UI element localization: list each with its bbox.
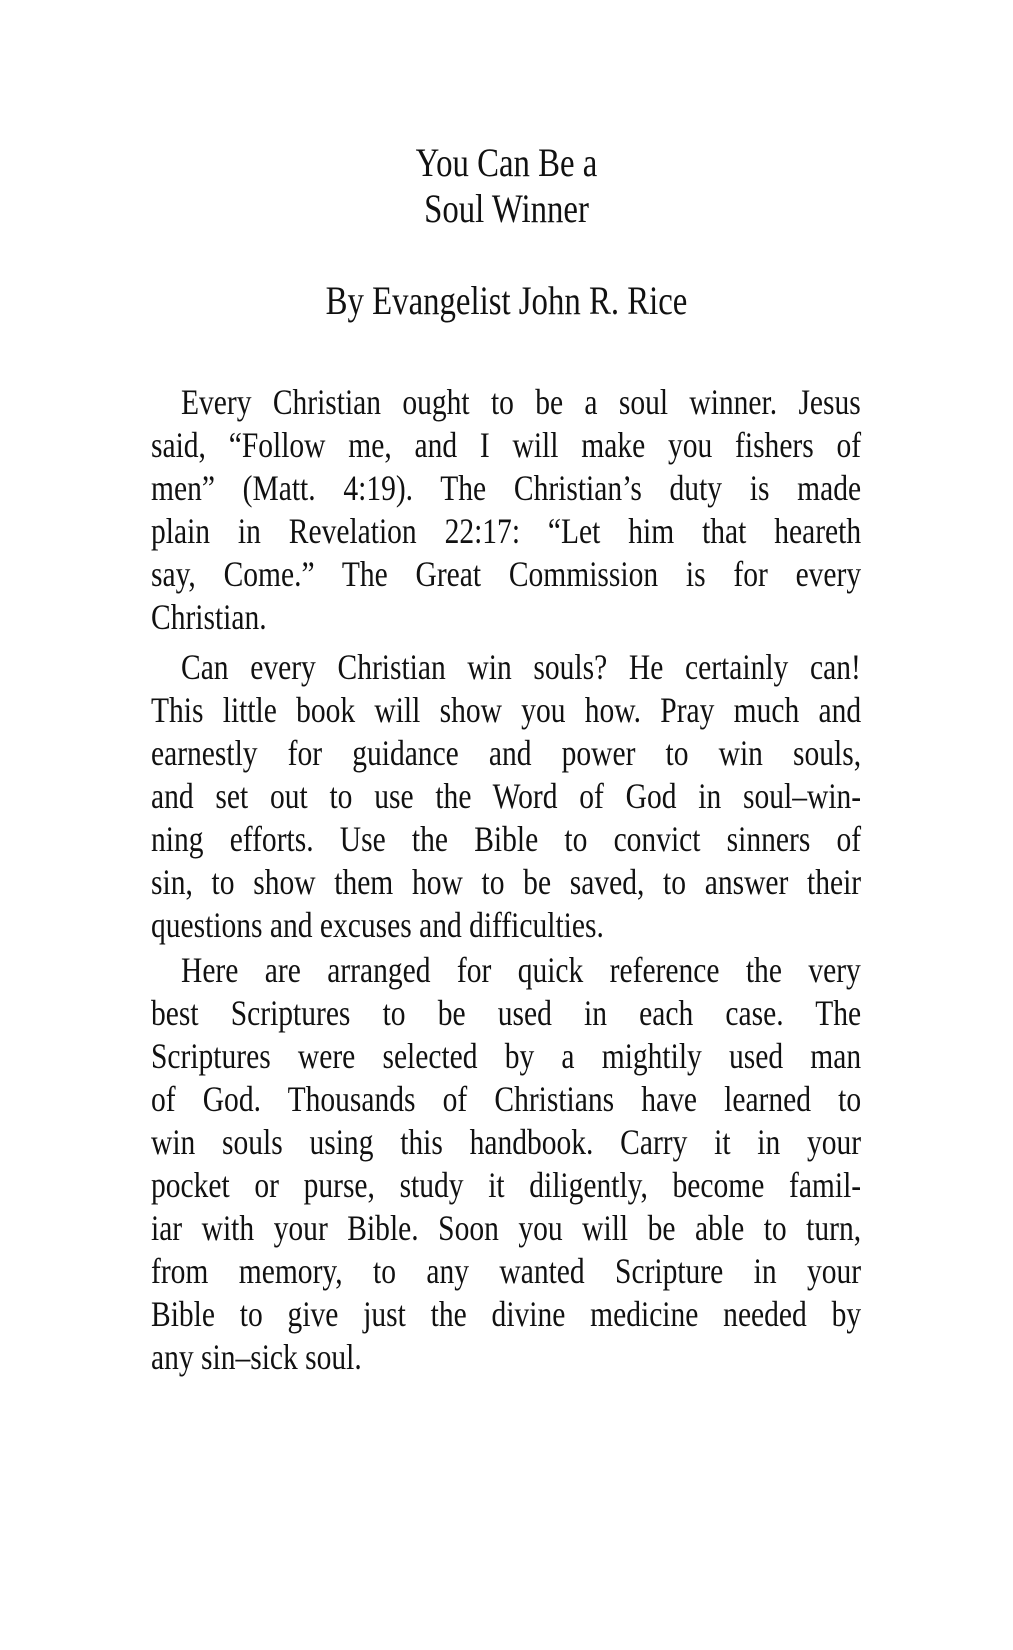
- text-line: iar with your Bible. Soon you will be able to turn,: [151, 1208, 862, 1248]
- text-line: best Scriptures to be used in each case. The: [151, 993, 862, 1033]
- text-line: win souls using this handbook. Carry it in your: [151, 1122, 862, 1162]
- text-line: questions and excuses and difficulties.: [151, 905, 604, 945]
- text-line: This little book will show you how. Pray much and: [151, 690, 862, 730]
- text-line: from memory, to any wanted Scripture in your: [151, 1251, 862, 1291]
- text-line: Christian.: [151, 597, 267, 637]
- text-line: say, Come.” The Great Commission is for every: [151, 554, 862, 594]
- text-line: plain in Revelation 22:17: “Let him that heareth: [151, 511, 862, 551]
- text-line: said, “Follow me, and I will make you fishers of: [151, 425, 862, 465]
- text-line: ning efforts. Use the Bible to convict sinners of: [151, 819, 862, 859]
- text-line: men” (Matt. 4:19). The Christian’s duty is made: [151, 468, 862, 508]
- paragraph-3: [151, 949, 861, 1379]
- text-line: and set out to use the Word of God in soul–win-: [151, 776, 862, 816]
- text-line: earnestly for guidance and power to win souls,: [151, 733, 862, 773]
- byline: By Evangelist John R. Rice: [325, 278, 688, 323]
- paragraph-2: [151, 646, 861, 947]
- text-line: Scriptures were selected by a mightily used man: [151, 1036, 862, 1076]
- title-line-2: Soul Winner: [424, 186, 589, 231]
- paragraph-1: [151, 381, 861, 639]
- text-line: sin, to show them how to be saved, to answer their: [151, 862, 862, 902]
- text-line: Every Christian ought to be a soul winner. Jesus: [181, 382, 861, 422]
- text-line: Here are arranged for quick reference the very: [181, 950, 861, 990]
- text-line: Bible to give just the divine medicine needed by: [151, 1294, 862, 1334]
- text-line: pocket or purse, study it diligently, become famil-: [151, 1165, 862, 1205]
- title-line-1: You Can Be a: [415, 140, 598, 185]
- text-line: of God. Thousands of Christians have learned to: [151, 1079, 862, 1119]
- text-line: Can every Christian win souls? He certainly can!: [181, 647, 861, 687]
- text-line: any sin–sick soul.: [151, 1337, 362, 1377]
